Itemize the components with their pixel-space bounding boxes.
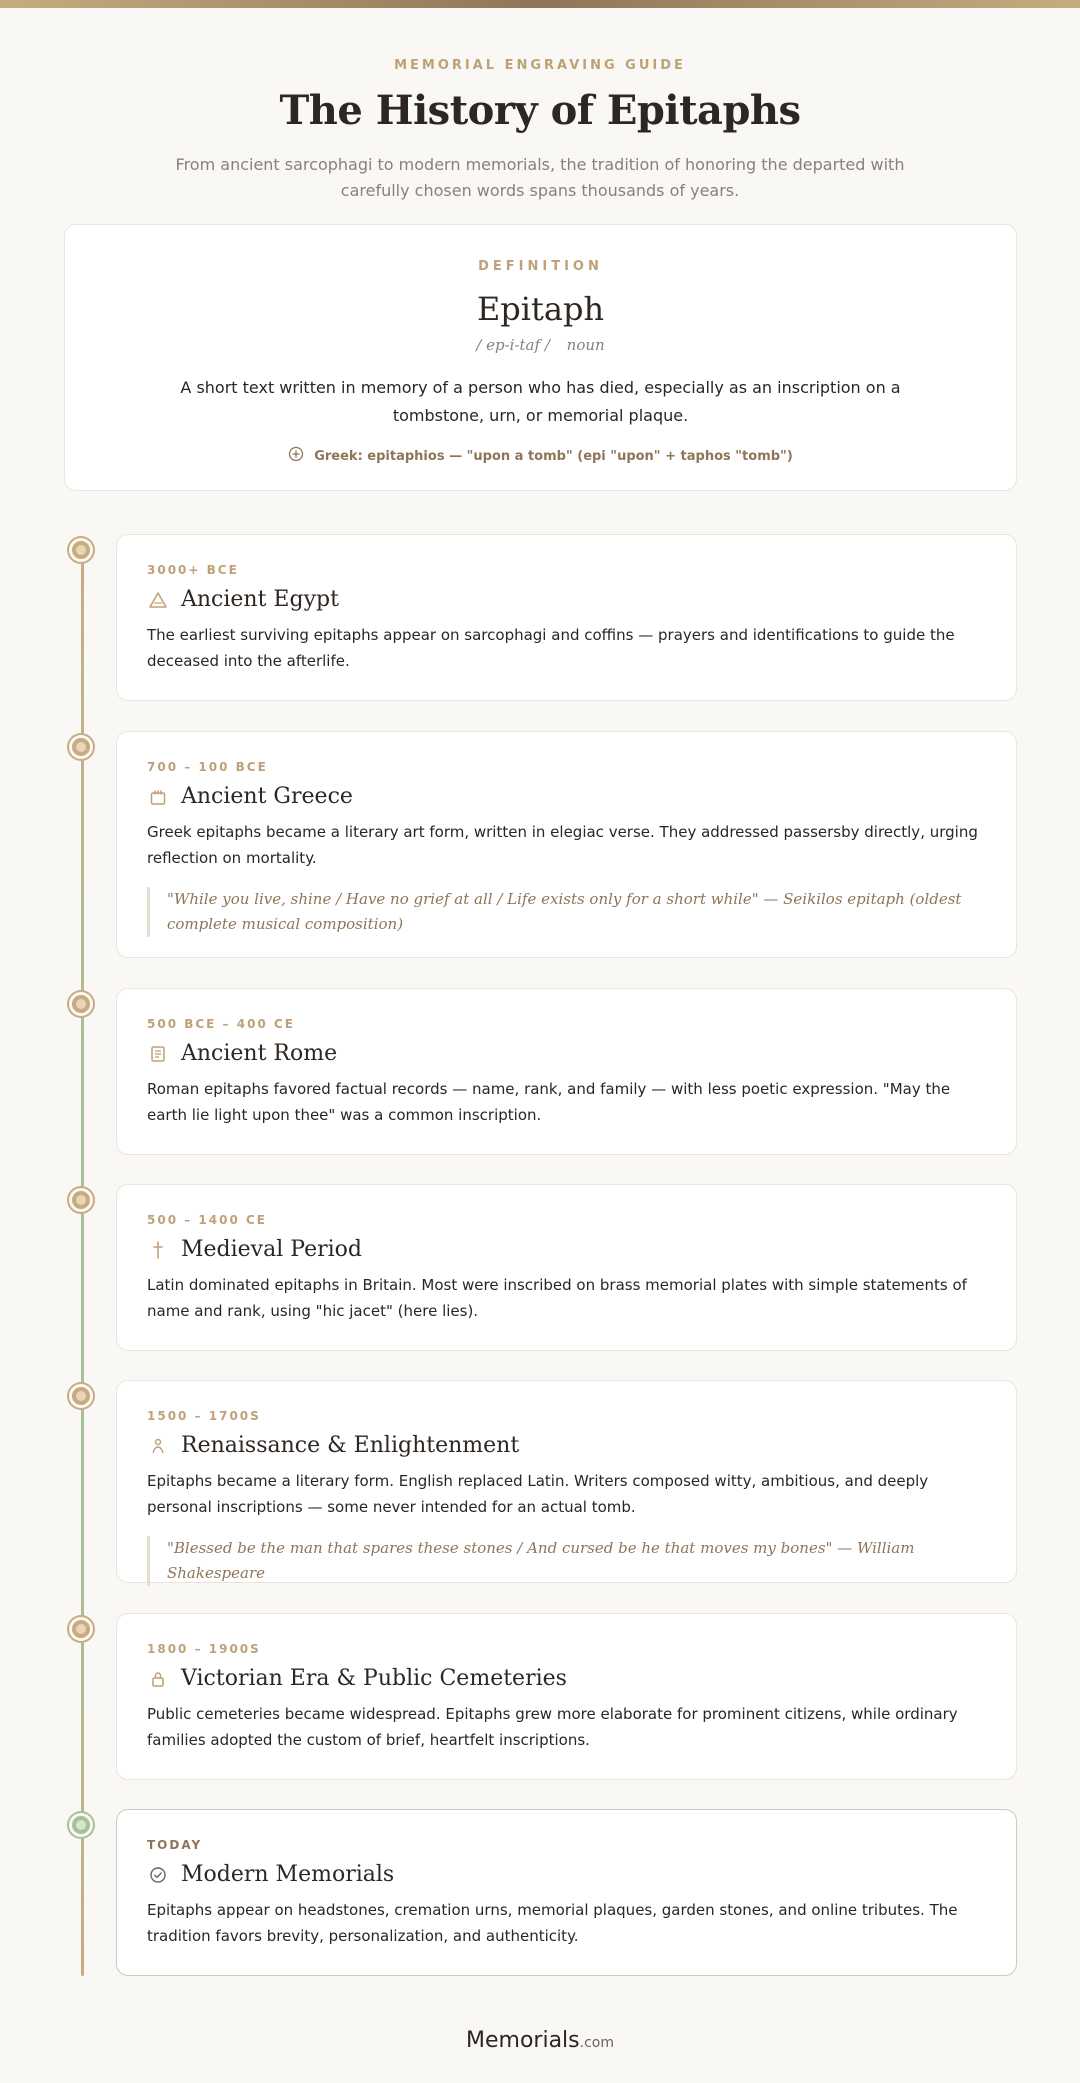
timeline-node bbox=[69, 992, 93, 1016]
era-card-ancient-egypt bbox=[116, 534, 1017, 701]
logo-suffix: .com bbox=[579, 2035, 614, 2051]
pronunciation bbox=[65, 336, 1016, 354]
era-date: 1800 – 1900S bbox=[147, 1642, 261, 1656]
era-text: Roman epitaphs favored factual records — name, rank, and family — with less poetic expression. "May the earth lie light upon thee" was a common inscription. bbox=[147, 1080, 951, 1124]
timeline-node bbox=[69, 1617, 93, 1641]
definition-card bbox=[64, 224, 1017, 491]
definition-label: DEFINITION bbox=[478, 259, 603, 274]
era-date: 500 BCE – 400 CE bbox=[147, 1017, 295, 1031]
era-card-medieval-period bbox=[116, 1184, 1017, 1351]
era-title: Victorian Era & Public Cemeteries bbox=[181, 1666, 567, 1691]
etymology-text: Greek: epitaphios — "upon a tomb" (epi "upon" + taphos "tomb") bbox=[314, 448, 793, 464]
era-date: 700 – 100 BCE bbox=[147, 760, 268, 774]
footer-logo[interactable] bbox=[0, 2028, 1080, 2053]
temple-icon bbox=[147, 786, 169, 808]
page-subtitle: From ancient sarcophagi to modern memorials, the tradition of honoring the departed with carefully chosen words spans thousands of years. bbox=[175, 155, 905, 200]
era-quote: "While you live, shine / Have no grief at all / Life exists only for a short while" — Seikilos epitaph (oldest complete musical composition) bbox=[147, 887, 986, 937]
era-title: Medieval Period bbox=[181, 1237, 362, 1262]
era-date: 500 – 1400 CE bbox=[147, 1213, 267, 1227]
era-text: Greek epitaphs became a literary art form, written in elegiac verse. They addressed passersby directly, urging reflection on mortality. bbox=[147, 823, 978, 867]
pyramid-icon bbox=[147, 589, 169, 611]
page-title: The History of Epitaphs bbox=[279, 87, 801, 134]
era-card-ancient-rome bbox=[116, 988, 1017, 1155]
pronunciation-text: / ep-i-taf / bbox=[476, 336, 550, 354]
timeline-node bbox=[69, 1384, 93, 1408]
era-text: Latin dominated epitaphs in Britain. Most were inscribed on brass memorial plates with simple statements of name and rank, using "hic jacet" (here lies). bbox=[147, 1276, 967, 1320]
era-date: 3000+ BCE bbox=[147, 563, 239, 577]
era-title: Ancient Greece bbox=[181, 784, 353, 809]
definition-text: A short text written in memory of a person who has died, especially as an inscription on a tombstone, urn, or memorial plaque. bbox=[180, 378, 901, 425]
era-card-renaissance bbox=[116, 1380, 1017, 1583]
era-date: TODAY bbox=[147, 1838, 203, 1852]
era-card-modern-memorials bbox=[116, 1809, 1017, 1976]
tablet-icon bbox=[147, 1043, 169, 1065]
era-card-victorian-era bbox=[116, 1613, 1017, 1780]
era-title: Modern Memorials bbox=[181, 1862, 395, 1887]
globe-icon bbox=[288, 446, 304, 466]
eyebrow-label: MEMORIAL ENGRAVING GUIDE bbox=[394, 58, 686, 73]
timeline-node bbox=[69, 538, 93, 562]
timeline-node bbox=[69, 1188, 93, 1212]
person-icon bbox=[147, 1435, 169, 1457]
era-quote: "Blessed be the man that spares these stones / And cursed be he that moves my bones" — William Shakespeare bbox=[147, 1536, 986, 1586]
era-date: 1500 – 1700S bbox=[147, 1409, 261, 1423]
era-text: The earliest surviving epitaphs appear on sarcophagi and coffins — prayers and identifications to guide the deceased into the afterlife. bbox=[147, 626, 955, 670]
lock-icon bbox=[147, 1668, 169, 1690]
era-title: Ancient Egypt bbox=[181, 587, 339, 612]
era-text: Epitaphs appear on headstones, cremation urns, memorial plaques, garden stones, and online tributes. The tradition favors brevity, personalization, and authenticity. bbox=[147, 1901, 958, 1945]
check-circle-icon bbox=[147, 1864, 169, 1886]
etymology bbox=[65, 446, 1016, 466]
era-title: Ancient Rome bbox=[181, 1041, 338, 1066]
part-of-speech: noun bbox=[566, 336, 605, 354]
logo-main: Memorials bbox=[466, 2028, 580, 2053]
era-card-ancient-greece bbox=[116, 731, 1017, 958]
era-text: Public cemeteries became widespread. Epitaphs grew more elaborate for prominent citizens, while ordinary families adopted the custom of brief, heartfelt inscriptions. bbox=[147, 1705, 958, 1749]
era-title: Renaissance & Enlightenment bbox=[181, 1433, 520, 1458]
timeline-node bbox=[69, 1813, 93, 1837]
definition-word: Epitaph bbox=[476, 290, 605, 328]
cross-icon bbox=[147, 1239, 169, 1261]
page-header bbox=[0, 58, 1080, 204]
top-accent-bar bbox=[0, 0, 1080, 8]
timeline-node bbox=[69, 735, 93, 759]
era-text: Epitaphs became a literary form. English replaced Latin. Writers composed witty, ambitious, and deeply personal inscriptions — some never intended for an actual tomb. bbox=[147, 1472, 929, 1516]
